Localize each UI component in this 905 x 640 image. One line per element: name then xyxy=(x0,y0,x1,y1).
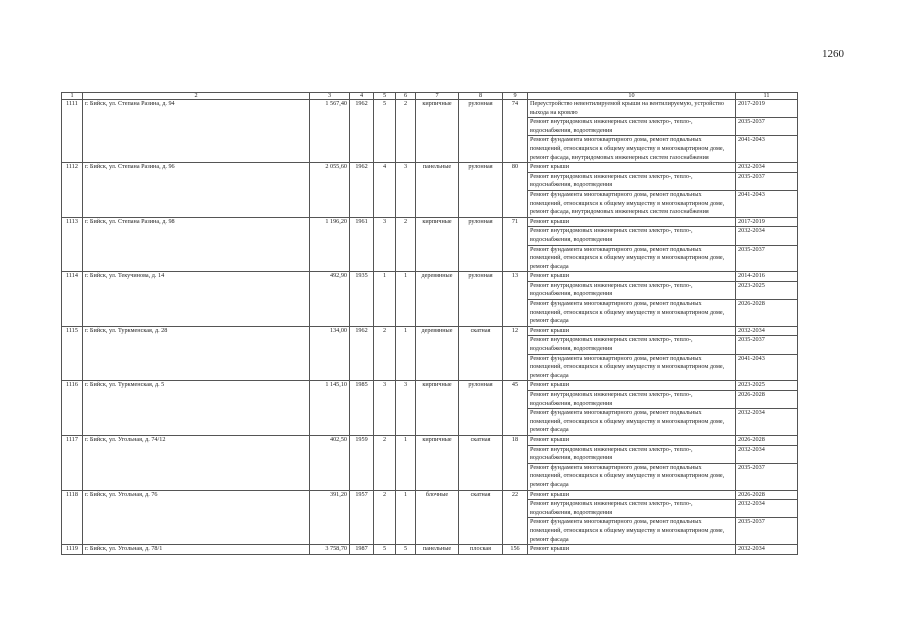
building-area: 1 196,20 xyxy=(310,217,350,272)
building-floors: 5 xyxy=(374,100,396,163)
column-number: 11 xyxy=(736,93,798,100)
roof-type: плоская xyxy=(459,545,503,555)
column-number-row xyxy=(62,93,798,100)
repair-work: Ремонт внутридомовых инженерных систем электро-, тепло-, водоснабжения, водоотведения xyxy=(528,336,736,354)
repair-work: Ремонт фундамента многоквартирного дома, ремонт подвальных помещений, относящихся к общему имуществу в многоквартирном доме, ремонт фасада, внутридомовых инженерных систем газоснабжения xyxy=(528,190,736,217)
repair-period: 2041-2043 xyxy=(736,190,798,217)
column-number: 10 xyxy=(528,93,736,100)
building-floors: 3 xyxy=(374,217,396,272)
roof-type: рулонная xyxy=(459,272,503,327)
building-entrances: 1 xyxy=(396,435,416,490)
building-area: 402,50 xyxy=(310,435,350,490)
column-number: 3 xyxy=(310,93,350,100)
repair-period: 2026-2028 xyxy=(736,490,798,500)
column-number: 1 xyxy=(62,93,83,100)
building-entrances: 2 xyxy=(396,100,416,163)
building-floors: 3 xyxy=(374,381,396,436)
building-number: 1111 xyxy=(62,100,83,163)
repair-period: 2041-2043 xyxy=(736,354,798,381)
building-entrances: 2 xyxy=(396,217,416,272)
building-number: 1112 xyxy=(62,163,83,218)
building-address: г. Бийск, ул. Угольная, д. 74/12 xyxy=(83,435,310,490)
building-number: 1119 xyxy=(62,545,83,555)
building-area: 1 145,10 xyxy=(310,381,350,436)
repair-period: 2035-2037 xyxy=(736,518,798,545)
building-area: 2 055,60 xyxy=(310,163,350,218)
building-number: 1115 xyxy=(62,326,83,381)
building-entrances: 1 xyxy=(396,490,416,545)
building-entrances: 3 xyxy=(396,163,416,218)
building-number: 1116 xyxy=(62,381,83,436)
repair-period: 2032-2034 xyxy=(736,326,798,336)
repair-work: Ремонт фундамента многоквартирного дома, ремонт подвальных помещений, относящихся к общему имуществу в многоквартирном доме, ремонт фасада xyxy=(528,409,736,436)
building-area: 492,90 xyxy=(310,272,350,327)
building-address: г. Бийск, ул. Угольная, д. 76 xyxy=(83,490,310,545)
repair-work: Ремонт внутридомовых инженерных систем электро-, тепло-, водоснабжения, водоотведения xyxy=(528,445,736,463)
roof-type: скатная xyxy=(459,435,503,490)
repair-work: Ремонт внутридомовых инженерных систем электро-, тепло-, водоснабжения, водоотведения xyxy=(528,227,736,245)
building-floors: 2 xyxy=(374,490,396,545)
repair-period: 2035-2037 xyxy=(736,172,798,190)
repair-period: 2026-2028 xyxy=(736,300,798,327)
table-row xyxy=(62,435,798,445)
building-number: 1117 xyxy=(62,435,83,490)
building-year: 1985 xyxy=(350,381,374,436)
residents-count: 74 xyxy=(503,100,528,163)
building-address: г. Бийск, ул. Туркменская, д. 28 xyxy=(83,326,310,381)
building-address: г. Бийск, ул. Степана Разина, д. 96 xyxy=(83,163,310,218)
repair-work: Ремонт крыши xyxy=(528,326,736,336)
column-number: 6 xyxy=(396,93,416,100)
building-area: 134,00 xyxy=(310,326,350,381)
repair-work: Ремонт крыши xyxy=(528,272,736,282)
repair-work: Ремонт крыши xyxy=(528,435,736,445)
repair-period: 2014-2016 xyxy=(736,272,798,282)
repair-work: Ремонт внутридомовых инженерных систем электро-, тепло-, водоснабжения, водоотведения xyxy=(528,281,736,299)
wall-material: кирпичные xyxy=(416,217,459,272)
roof-type: скатная xyxy=(459,490,503,545)
roof-type: рулонная xyxy=(459,381,503,436)
repair-period: 2032-2034 xyxy=(736,500,798,518)
repair-period: 2032-2034 xyxy=(736,445,798,463)
repair-period: 2035-2037 xyxy=(736,463,798,490)
repair-period: 2041-2043 xyxy=(736,136,798,163)
building-year: 1962 xyxy=(350,100,374,163)
repair-period: 2032-2034 xyxy=(736,163,798,173)
table-row xyxy=(62,381,798,391)
building-address: г. Бийск, ул. Степана Разина, д. 94 xyxy=(83,100,310,163)
repair-work: Ремонт фундамента многоквартирного дома, ремонт подвальных помещений, относящихся к общему имуществу в многоквартирном доме, ремонт фасада xyxy=(528,463,736,490)
repair-work: Переустройство невентилируемой крыши на вентилируемую, устройство выхода на кровлю xyxy=(528,100,736,118)
table-row xyxy=(62,490,798,500)
column-number: 2 xyxy=(83,93,310,100)
wall-material: кирпичные xyxy=(416,435,459,490)
residents-count: 80 xyxy=(503,163,528,218)
building-number: 1118 xyxy=(62,490,83,545)
building-floors: 2 xyxy=(374,435,396,490)
repair-work: Ремонт крыши xyxy=(528,381,736,391)
repair-work: Ремонт фундамента многоквартирного дома, ремонт подвальных помещений, относящихся к общему имуществу в многоквартирном доме, ремонт фасада xyxy=(528,518,736,545)
building-floors: 1 xyxy=(374,272,396,327)
building-year: 1959 xyxy=(350,435,374,490)
building-entrances: 1 xyxy=(396,326,416,381)
building-area: 1 567,40 xyxy=(310,100,350,163)
repair-work: Ремонт внутридомовых инженерных систем электро-, тепло-, водоснабжения, водоотведения xyxy=(528,172,736,190)
roof-type: скатная xyxy=(459,326,503,381)
residents-count: 13 xyxy=(503,272,528,327)
repair-period: 2017-2019 xyxy=(736,217,798,227)
building-area: 3 758,70 xyxy=(310,545,350,555)
building-number: 1114 xyxy=(62,272,83,327)
building-entrances: 5 xyxy=(396,545,416,555)
residents-count: 71 xyxy=(503,217,528,272)
building-year: 1987 xyxy=(350,545,374,555)
wall-material: панельные xyxy=(416,163,459,218)
table-row xyxy=(62,163,798,173)
column-number: 7 xyxy=(416,93,459,100)
repair-work: Ремонт внутридомовых инженерных систем электро-, тепло-, водоснабжения, водоотведения xyxy=(528,391,736,409)
wall-material: панельные xyxy=(416,545,459,555)
repair-period: 2026-2028 xyxy=(736,435,798,445)
building-address: г. Бийск, ул. Туркменская, д. 5 xyxy=(83,381,310,436)
repair-period: 2023-2025 xyxy=(736,381,798,391)
wall-material: кирпичные xyxy=(416,100,459,163)
repair-period: 2026-2028 xyxy=(736,391,798,409)
building-floors: 5 xyxy=(374,545,396,555)
column-number: 4 xyxy=(350,93,374,100)
repair-work: Ремонт внутридомовых инженерных систем электро-, тепло-, водоснабжения, водоотведения xyxy=(528,500,736,518)
roof-type: рулонная xyxy=(459,217,503,272)
wall-material: деревянные xyxy=(416,272,459,327)
repair-work: Ремонт фундамента многоквартирного дома, ремонт подвальных помещений, относящихся к общему имуществу в многоквартирном доме, ремонт фасада, внутридомовых инженерных систем газоснабжения xyxy=(528,136,736,163)
wall-material: блочные xyxy=(416,490,459,545)
repair-work: Ремонт крыши xyxy=(528,490,736,500)
table-row xyxy=(62,217,798,227)
residents-count: 12 xyxy=(503,326,528,381)
building-area: 391,20 xyxy=(310,490,350,545)
building-entrances: 1 xyxy=(396,272,416,327)
roof-type: рулонная xyxy=(459,100,503,163)
table-row xyxy=(62,272,798,282)
roof-type: рулонная xyxy=(459,163,503,218)
building-floors: 4 xyxy=(374,163,396,218)
repair-work: Ремонт крыши xyxy=(528,163,736,173)
wall-material: кирпичные xyxy=(416,381,459,436)
residents-count: 156 xyxy=(503,545,528,555)
repair-work: Ремонт крыши xyxy=(528,545,736,555)
repair-period: 2032-2034 xyxy=(736,227,798,245)
column-number: 5 xyxy=(374,93,396,100)
building-address: г. Бийск, ул. Угольная, д. 78/1 xyxy=(83,545,310,555)
repair-period: 2035-2037 xyxy=(736,336,798,354)
residents-count: 18 xyxy=(503,435,528,490)
repair-work: Ремонт фундамента многоквартирного дома, ремонт подвальных помещений, относящихся к общему имуществу в многоквартирном доме, ремонт фасада xyxy=(528,354,736,381)
repair-work: Ремонт внутридомовых инженерных систем электро-, тепло-, водоснабжения, водоотведения xyxy=(528,118,736,136)
column-number: 8 xyxy=(459,93,503,100)
building-year: 1962 xyxy=(350,163,374,218)
capital-repair-table xyxy=(61,92,798,555)
repair-work: Ремонт крыши xyxy=(528,217,736,227)
page-number: 1260 xyxy=(822,48,844,60)
repair-work: Ремонт фундамента многоквартирного дома, ремонт подвальных помещений, относящихся к общему имуществу в многоквартирном доме, ремонт фасада xyxy=(528,300,736,327)
residents-count: 45 xyxy=(503,381,528,436)
building-number: 1113 xyxy=(62,217,83,272)
building-year: 1957 xyxy=(350,490,374,545)
building-entrances: 3 xyxy=(396,381,416,436)
repair-period: 2032-2034 xyxy=(736,545,798,555)
repair-period: 2023-2025 xyxy=(736,281,798,299)
building-address: г. Бийск, ул. Текучинова, д. 14 xyxy=(83,272,310,327)
table-row xyxy=(62,326,798,336)
table-row xyxy=(62,545,798,555)
building-floors: 2 xyxy=(374,326,396,381)
repair-period: 2035-2037 xyxy=(736,245,798,272)
table-row xyxy=(62,100,798,118)
repair-period: 2032-2034 xyxy=(736,409,798,436)
repair-work: Ремонт фундамента многоквартирного дома, ремонт подвальных помещений, относящихся к общему имуществу в многоквартирном доме, ремонт фасада xyxy=(528,245,736,272)
building-address: г. Бийск, ул. Степана Разина, д. 98 xyxy=(83,217,310,272)
repair-period: 2035-2037 xyxy=(736,118,798,136)
building-year: 1961 xyxy=(350,217,374,272)
repair-period: 2017-2019 xyxy=(736,100,798,118)
building-year: 1935 xyxy=(350,272,374,327)
residents-count: 22 xyxy=(503,490,528,545)
column-number: 9 xyxy=(503,93,528,100)
building-year: 1962 xyxy=(350,326,374,381)
wall-material: деревянные xyxy=(416,326,459,381)
